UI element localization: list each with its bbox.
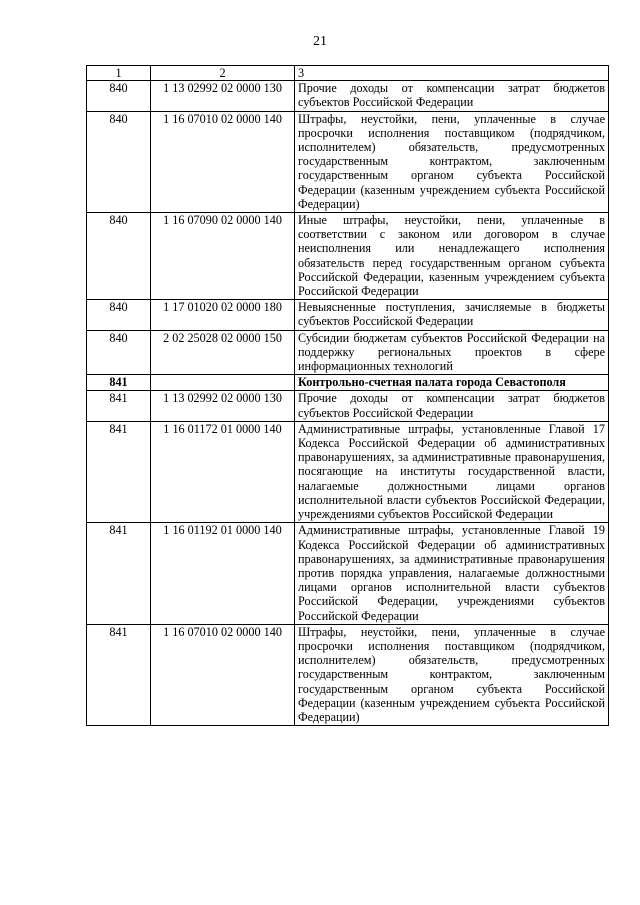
page-number: 21	[313, 34, 327, 49]
table-row	[87, 300, 609, 330]
revenue-name-cell: Субсидии бюджетам субъектов Российской Федерации на поддержку региональных проектов в сфере информационных технологий	[295, 330, 609, 375]
revenue-name-cell: Невыясненные поступления, зачисляемые в бюджеты субъектов Российской Федерации	[295, 300, 609, 330]
revenue-code-cell: 1 16 07010 02 0000 140	[151, 624, 295, 725]
header-col-3: 3	[295, 66, 609, 81]
admin-code-cell: 840	[87, 111, 151, 212]
table-row	[87, 330, 609, 375]
table-header	[87, 66, 609, 81]
admin-code-cell: 840	[87, 300, 151, 330]
header-col-2: 2	[151, 66, 295, 81]
table-row	[87, 111, 609, 212]
admin-code-cell: 840	[87, 81, 151, 111]
table-row	[87, 81, 609, 111]
table-row	[87, 624, 609, 725]
revenue-name-cell: Административные штрафы, установленные Главой 17 Кодекса Российской Федерации об административных правонарушениях, за административные правонарушения, посягающие на институты государственной власти, налагаемые должностными лицами органов исполнительной власти субъектов Российской Федерации, учреждениями субъектов Российской Федерации	[295, 421, 609, 522]
admin-code-cell: 840	[87, 330, 151, 375]
revenue-name-cell: Штрафы, неустойки, пени, уплаченные в случае просрочки исполнения поставщиком (подрядчиком, исполнителем) обязательств, предусмотренных государственным контрактом, заключенным государственным органом субъекта Российской Федерации (казенным учреждением субъекта Российской Федерации)	[295, 111, 609, 212]
table-row	[87, 213, 609, 300]
revenue-name-cell: Административные штрафы, установленные Главой 19 Кодекса Российской Федерации об административных правонарушениях, за административные правонарушения против порядка управления, налагаемые должностными лицами органов исполнительной власти субъектов Российской Федерации, учреждениями субъектов Российской Федерации	[295, 523, 609, 624]
revenue-code-cell: 1 16 07090 02 0000 140	[151, 213, 295, 300]
admin-code-cell: 841	[87, 375, 151, 391]
admin-code-cell: 841	[87, 624, 151, 725]
revenue-code-cell: 2 02 25028 02 0000 150	[151, 330, 295, 375]
revenue-code-cell: 1 16 01192 01 0000 140	[151, 523, 295, 624]
table-row	[87, 523, 609, 624]
table-row	[87, 391, 609, 421]
revenue-code-cell: 1 13 02992 02 0000 130	[151, 81, 295, 111]
revenue-code-cell: 1 13 02992 02 0000 130	[151, 391, 295, 421]
revenue-code-cell: 1 16 01172 01 0000 140	[151, 421, 295, 522]
revenue-name-cell: Штрафы, неустойки, пени, уплаченные в случае просрочки исполнения поставщиком (подрядчиком, исполнителем) обязательств, предусмотренных государственным контрактом, заключенным государственным органом субъекта Российской Федерации (казенным учреждением субъекта Российской Федерации)	[295, 624, 609, 725]
revenue-code-cell: 1 16 07010 02 0000 140	[151, 111, 295, 212]
group-header-row	[87, 375, 609, 391]
header-row	[87, 66, 609, 81]
admin-code-cell: 841	[87, 391, 151, 421]
revenue-name-cell: Иные штрафы, неустойки, пени, уплаченные в соответствии с законом или договором в случае неисполнения или ненадлежащего исполнения обязательств перед государственным органом субъекта Российской Федерации, казенным учреждением субъекта Российской Федерации	[295, 213, 609, 300]
admin-code-cell: 840	[87, 213, 151, 300]
admin-code-cell: 841	[87, 523, 151, 624]
administrator-name-cell: Контрольно-счетная палата города Севастополя	[295, 375, 609, 391]
revenue-name-cell: Прочие доходы от компенсации затрат бюджетов субъектов Российской Федерации	[295, 81, 609, 111]
revenue-name-cell: Прочие доходы от компенсации затрат бюджетов субъектов Российской Федерации	[295, 391, 609, 421]
header-col-1: 1	[87, 66, 151, 81]
table-row	[87, 421, 609, 522]
revenue-code-cell: 1 17 01020 02 0000 180	[151, 300, 295, 330]
revenue-code-cell	[151, 375, 295, 391]
admin-code-cell: 841	[87, 421, 151, 522]
revenue-codes-table	[86, 65, 609, 726]
table-body	[87, 81, 609, 726]
